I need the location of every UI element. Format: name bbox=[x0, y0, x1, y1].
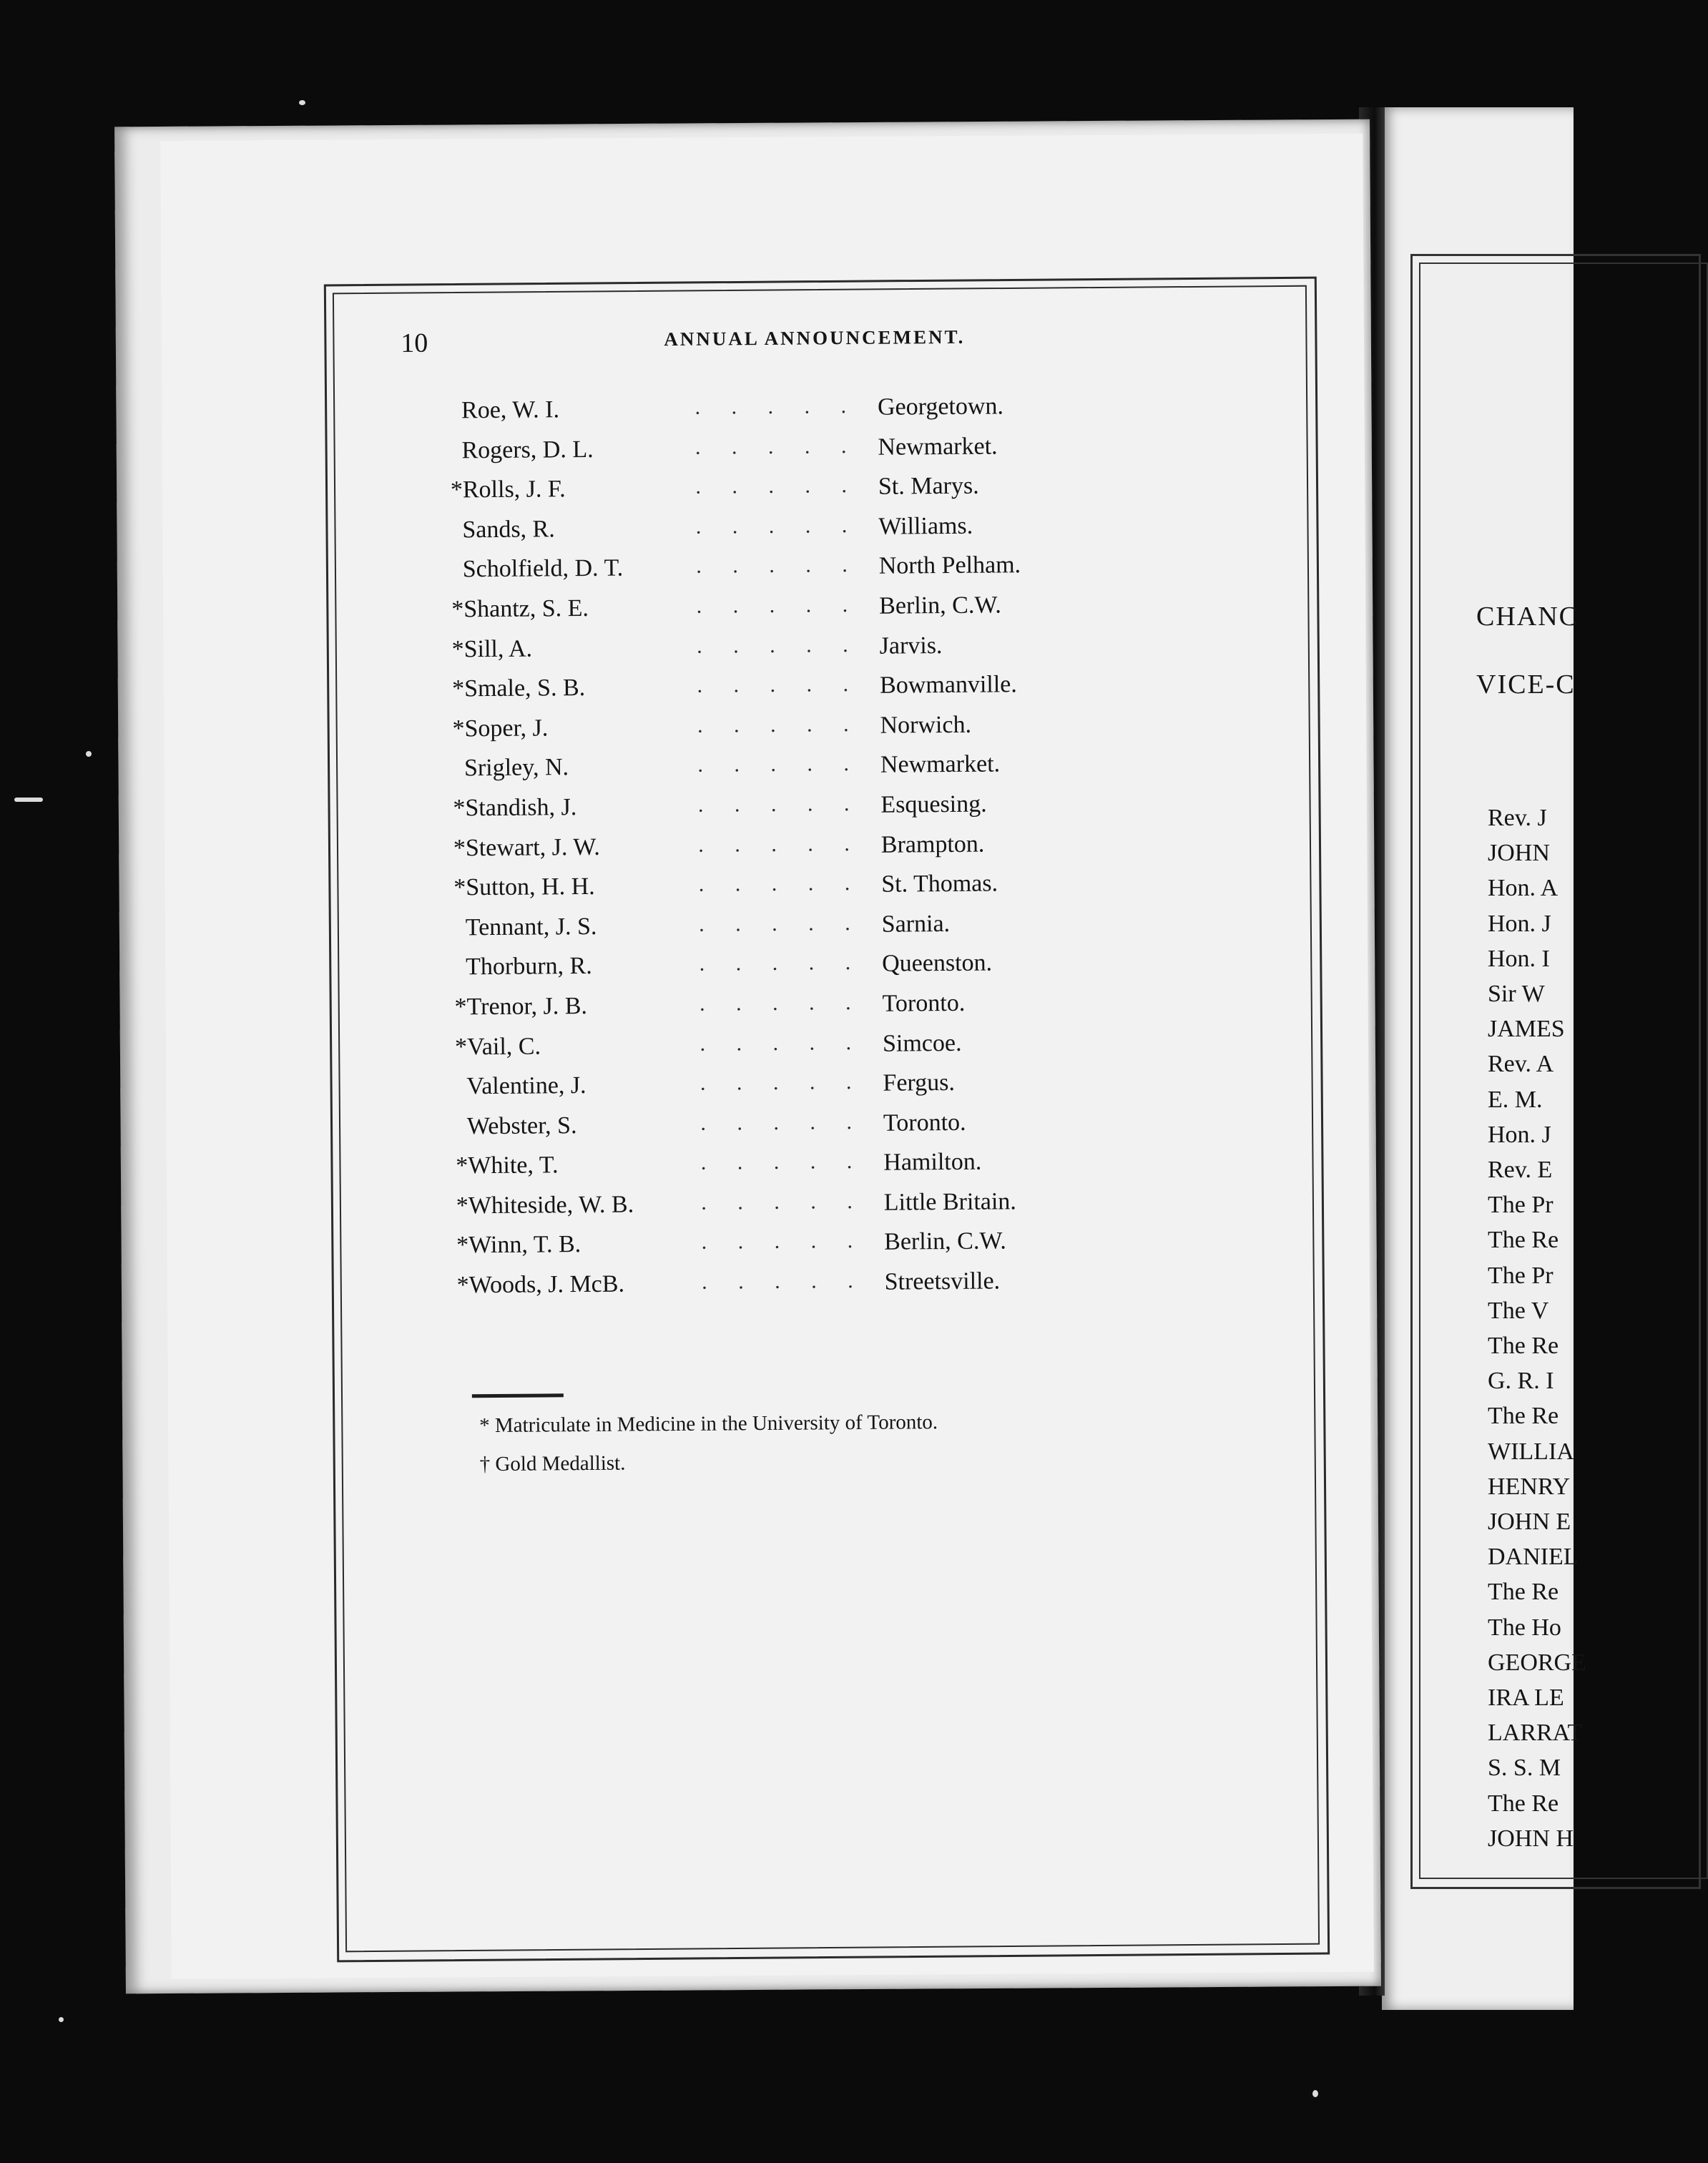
right-page-entry: The Re bbox=[1488, 1403, 1559, 1430]
right-page-entry: Rev. E bbox=[1488, 1157, 1553, 1183]
right-page-entry: The Pr bbox=[1488, 1192, 1554, 1219]
student-name: Rogers, D. L. bbox=[461, 436, 594, 464]
student-name: Tennant, J. S. bbox=[465, 913, 597, 941]
student-residence: Newmarket. bbox=[880, 750, 1001, 779]
right-page-border-inner bbox=[1419, 263, 1708, 1879]
roster-row bbox=[406, 1029, 1122, 1074]
right-page-entry: JAMES bbox=[1488, 1016, 1565, 1043]
student-residence: Simcoe. bbox=[882, 1029, 962, 1057]
right-page-heading: VICE-C bbox=[1476, 670, 1576, 700]
dot-leader: . . . . . bbox=[696, 553, 860, 579]
dot-leader: . . . . . bbox=[699, 990, 864, 1016]
right-page-entry: Rev. A bbox=[1488, 1051, 1554, 1078]
dot-leader: . . . . . bbox=[702, 1268, 866, 1294]
roster-row bbox=[403, 631, 1119, 676]
right-page-entry: G. R. I bbox=[1488, 1368, 1554, 1395]
roster-row bbox=[406, 948, 1121, 994]
roster-row bbox=[408, 1187, 1123, 1232]
roster-row bbox=[405, 869, 1120, 914]
student-residence: Brampton. bbox=[880, 830, 985, 858]
roster-row bbox=[406, 989, 1121, 1034]
right-page-entry: The V bbox=[1488, 1297, 1549, 1324]
dot-leader: . . . . . bbox=[695, 393, 860, 419]
page-content bbox=[401, 309, 1125, 1476]
dot-leader: . . . . . bbox=[695, 513, 860, 539]
student-name: *Whiteside, W. B. bbox=[456, 1191, 634, 1220]
film-speck bbox=[1312, 2090, 1318, 2097]
student-residence: Berlin, C.W. bbox=[884, 1227, 1006, 1256]
student-name: Webster, S. bbox=[466, 1112, 577, 1139]
right-page-entry: Hon. J bbox=[1488, 1121, 1551, 1148]
student-residence: Esquesing. bbox=[880, 790, 987, 818]
student-name: *Vail, C. bbox=[454, 1032, 541, 1060]
student-name: *Shantz, S. E. bbox=[451, 594, 589, 623]
roster-row bbox=[403, 670, 1119, 715]
student-residence: Georgetown. bbox=[877, 393, 1004, 421]
right-page-entry: Sir W bbox=[1488, 981, 1545, 1007]
roster-row bbox=[404, 750, 1119, 795]
student-name: *Sutton, H. H. bbox=[453, 873, 595, 901]
student-residence: Williams. bbox=[878, 512, 973, 540]
film-speck bbox=[299, 100, 305, 105]
roster-row bbox=[403, 591, 1118, 636]
right-page-entry: The Re bbox=[1488, 1333, 1559, 1359]
roster-row bbox=[408, 1227, 1123, 1272]
dot-leader: . . . . . bbox=[695, 474, 860, 499]
right-page-entry: E. M. bbox=[1488, 1086, 1543, 1113]
student-name: Thorburn, R. bbox=[466, 953, 592, 981]
student-residence: Little Britain. bbox=[883, 1188, 1016, 1216]
right-page-entry: GEORGE bbox=[1488, 1649, 1586, 1676]
student-residence: St. Marys. bbox=[878, 472, 979, 500]
roster-row bbox=[403, 551, 1118, 597]
dot-leader: . . . . . bbox=[701, 1189, 865, 1215]
dot-leader: . . . . . bbox=[697, 791, 863, 817]
right-page-entry: JOHN E bbox=[1488, 1509, 1571, 1535]
right-page bbox=[1382, 107, 1586, 2010]
student-name: Srigley, N. bbox=[463, 754, 569, 782]
right-page-entry: LARRAT bbox=[1488, 1720, 1583, 1747]
student-name: Sands, R. bbox=[462, 516, 555, 544]
film-speck bbox=[59, 2017, 64, 2022]
dot-leader: . . . . . bbox=[701, 1229, 866, 1255]
dot-leader: . . . . . bbox=[698, 871, 863, 896]
student-residence: Berlin, C.W. bbox=[879, 592, 1001, 619]
student-residence: Streetsville. bbox=[884, 1267, 1001, 1295]
student-residence: Jarvis. bbox=[879, 632, 943, 659]
roster-row bbox=[403, 710, 1119, 755]
student-residence: Norwich. bbox=[880, 711, 972, 739]
dot-leader: . . . . . bbox=[700, 1030, 865, 1056]
running-head: ANNUAL ANNOUNCEMENT. bbox=[664, 325, 966, 350]
student-name: Roe, W. I. bbox=[461, 396, 560, 424]
student-residence: North Pelham. bbox=[878, 551, 1021, 580]
roster-row bbox=[407, 1108, 1122, 1153]
student-name: *Sill, A. bbox=[451, 635, 533, 663]
roster-row bbox=[404, 790, 1119, 835]
student-residence: Bowmanville. bbox=[879, 671, 1017, 699]
right-page-entry: Hon. J bbox=[1488, 910, 1551, 937]
student-residence: St. Thomas. bbox=[881, 870, 998, 898]
student-residence: Hamilton. bbox=[883, 1148, 982, 1177]
film-speck bbox=[14, 798, 43, 802]
roster-row bbox=[408, 1267, 1124, 1312]
footnote-gold-medallist: † Gold Medallist. bbox=[479, 1451, 626, 1476]
student-name: Valentine, J. bbox=[466, 1072, 586, 1100]
right-page-entry: The Re bbox=[1488, 1790, 1559, 1817]
dot-leader: . . . . . bbox=[700, 1149, 865, 1175]
student-name: *Stewart, J. W. bbox=[453, 833, 600, 861]
right-page-entry: DANIEL bbox=[1488, 1544, 1579, 1571]
right-page-heading: CHANC bbox=[1476, 602, 1579, 632]
footnote-matriculate: * Matriculate in Medicine in the University of Toronto. bbox=[479, 1411, 938, 1438]
student-name: *Smale, S. B. bbox=[451, 675, 586, 702]
student-roster bbox=[401, 392, 1124, 1312]
dot-leader: . . . . . bbox=[697, 752, 863, 778]
student-name: *Woods, J. McB. bbox=[456, 1270, 625, 1299]
student-name: *Standish, J. bbox=[453, 794, 577, 822]
film-speck bbox=[86, 751, 92, 757]
right-page-entry: The Ho bbox=[1488, 1614, 1561, 1641]
right-page-entry: The Pr bbox=[1488, 1262, 1554, 1289]
student-name: *White, T. bbox=[456, 1152, 559, 1179]
dot-leader: . . . . . bbox=[699, 911, 863, 936]
page-number: 10 bbox=[401, 328, 428, 358]
student-name: Scholfield, D. T. bbox=[462, 554, 624, 583]
right-page-entry: The Re bbox=[1488, 1579, 1559, 1606]
footnote-rule bbox=[472, 1393, 564, 1398]
roster-row bbox=[406, 909, 1121, 954]
right-page-entry: JOHN H bbox=[1488, 1825, 1574, 1852]
student-name: *Rolls, J. F. bbox=[450, 476, 566, 504]
student-residence: Toronto. bbox=[882, 989, 966, 1017]
right-page-entry: HENRY bbox=[1488, 1473, 1571, 1500]
student-name: *Soper, J. bbox=[452, 715, 549, 742]
roster-row bbox=[402, 471, 1117, 516]
dot-leader: . . . . . bbox=[699, 951, 864, 976]
right-page-entry: S. S. M bbox=[1488, 1755, 1561, 1782]
roster-row bbox=[402, 511, 1117, 556]
right-page-entry: JOHN bbox=[1488, 840, 1550, 867]
dot-leader: . . . . . bbox=[695, 433, 860, 459]
dot-leader: . . . . . bbox=[696, 592, 861, 618]
dot-leader: . . . . . bbox=[697, 672, 862, 697]
right-page-entry: Hon. A bbox=[1488, 875, 1559, 902]
dot-leader: . . . . . bbox=[698, 831, 863, 857]
dot-leader: . . . . . bbox=[700, 1070, 865, 1095]
right-page-entry: Hon. I bbox=[1488, 945, 1550, 972]
roster-row bbox=[401, 392, 1116, 437]
roster-row bbox=[401, 432, 1116, 477]
roster-row bbox=[407, 1147, 1122, 1192]
dot-leader: . . . . . bbox=[697, 712, 862, 737]
student-name: *Trenor, J. B. bbox=[454, 992, 588, 1021]
right-page-entry: Rev. J bbox=[1488, 805, 1547, 831]
student-name: *Winn, T. B. bbox=[456, 1231, 581, 1259]
roster-row bbox=[405, 830, 1120, 875]
right-page-entry: The Re bbox=[1488, 1227, 1559, 1254]
student-residence: Queenston. bbox=[882, 949, 993, 978]
student-residence: Newmarket. bbox=[878, 433, 998, 461]
right-page-entry: WILLIA bbox=[1488, 1438, 1574, 1465]
dot-leader: . . . . . bbox=[700, 1109, 865, 1135]
roster-row bbox=[406, 1068, 1122, 1113]
student-residence: Toronto. bbox=[883, 1109, 966, 1137]
right-page-entry: IRA LE bbox=[1488, 1684, 1564, 1711]
dot-leader: . . . . . bbox=[697, 632, 861, 658]
student-residence: Fergus. bbox=[883, 1069, 956, 1097]
student-residence: Sarnia. bbox=[881, 910, 951, 938]
